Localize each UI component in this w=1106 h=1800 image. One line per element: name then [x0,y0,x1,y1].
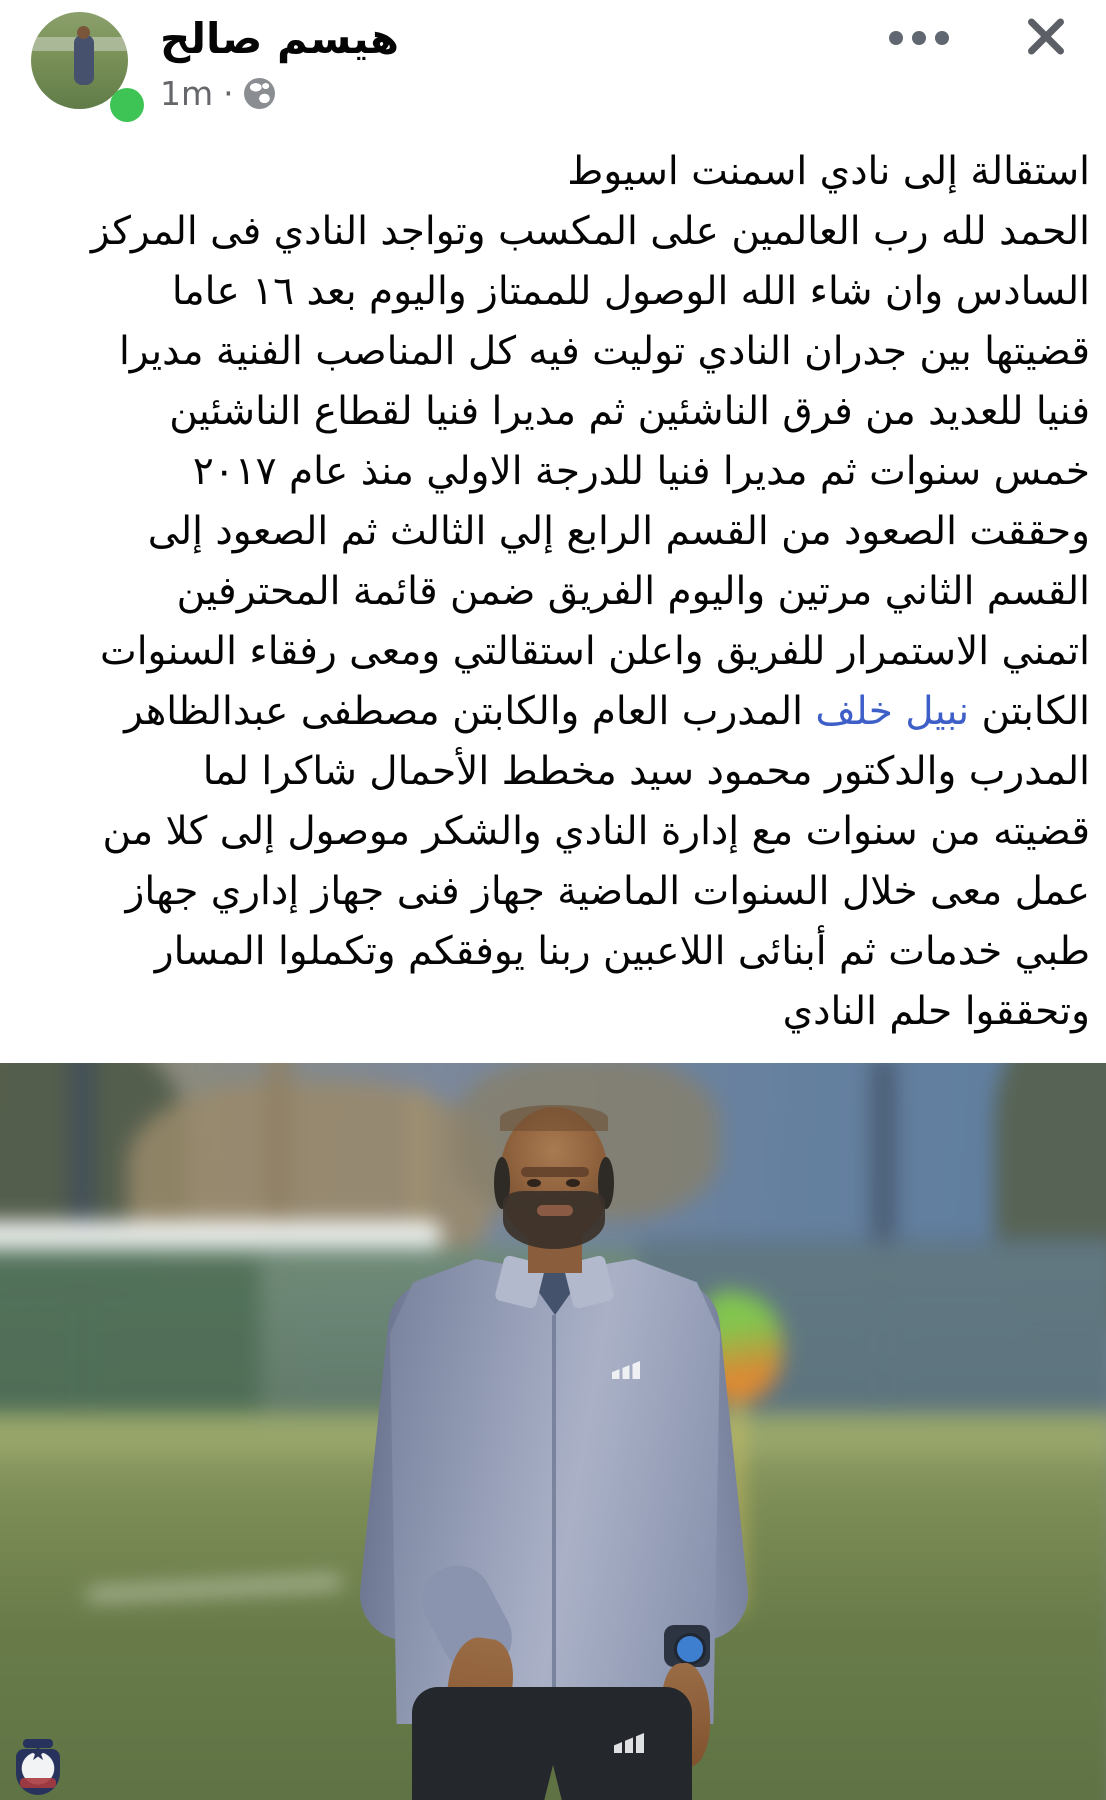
badge-red-band [20,1778,56,1788]
close-button[interactable] [1018,8,1074,64]
post-line: خمس سنوات ثم مديرا فنيا للدرجة الاولي منذ عام ٢٠١٧ [192,449,1090,494]
post-line: اتمني الاستمرار للفريق واعلن استقالتي ومعى رفقاء السنوات [99,629,1090,674]
timestamp: 1m [160,74,214,113]
author-name[interactable]: هيسم صالح [160,14,399,63]
mention-line-after: المدرب العام والكابتن مصطفى عبدالظاهر [124,689,816,734]
post-line: فنيا للعديد من فرق الناشئين ثم مديرا فنيا لقطاع الناشئين [169,389,1090,434]
coach-figure [0,1063,1106,1800]
beard [503,1191,605,1249]
blue-watch [674,1633,706,1665]
mouth [537,1205,573,1216]
post-line: وتحققوا حلم النادي [782,989,1090,1034]
post-body-text [40,142,1090,1042]
mention-line-before: الكابتن [969,689,1090,734]
ellipsis-icon [889,31,903,45]
post-meta [160,74,275,113]
post-line: قضيتها بين جدران النادي توليت فيه كل المناصب الفنية مديرا [118,329,1090,374]
avatar-person-head-detail [77,26,90,39]
eye [566,1179,580,1187]
jacket-zipper [552,1315,556,1711]
avatar-person-detail [74,35,94,85]
post-line: طبي خدمات ثم أبنائى اللاعبين ربنا يوفقكم وتكملوا المسار [154,929,1090,974]
post-line: وحققت الصعود من القسم الرابع إلي الثالث ثم الصعود إلى [147,509,1090,554]
post-line: الحمد لله رب العالمين على المكسب وتواجد النادي فى المركز [90,209,1090,254]
meta-separator: · [223,74,234,113]
hairline-shadow [500,1105,608,1131]
post-header [0,0,1106,130]
more-options-button[interactable] [884,18,954,58]
post-photo[interactable] [0,1063,1106,1800]
eye [527,1179,541,1187]
mention-link[interactable]: نبيل خلف [815,689,970,734]
post-line: قضيته من سنوات مع إدارة النادي والشكر موصول إلى كلا من [102,809,1090,854]
club-badge-watermark [16,1739,60,1797]
post-line-with-mention [40,682,1090,742]
post-line: القسم الثاني مرتين واليوم الفريق ضمن قائمة المحترفين [176,569,1090,614]
post-line: استقالة إلى نادي اسمنت اسيوط [567,149,1090,194]
brow-shadow [521,1167,589,1177]
post-line: عمل معى خلال السنوات الماضية جهاز فنى جهاز إداري جهاز [125,869,1090,914]
globe-privacy-icon [244,78,275,109]
badge-star-icon: ★ [28,1741,48,1765]
post-line: السادس وان شاء الله الوصول للممتاز واليوم بعد ١٦ عاما [171,269,1090,314]
post-line: المدرب والدكتور محمود سيد مخطط الأحمال شاكرا لما [202,749,1090,794]
online-status-indicator [110,88,144,122]
